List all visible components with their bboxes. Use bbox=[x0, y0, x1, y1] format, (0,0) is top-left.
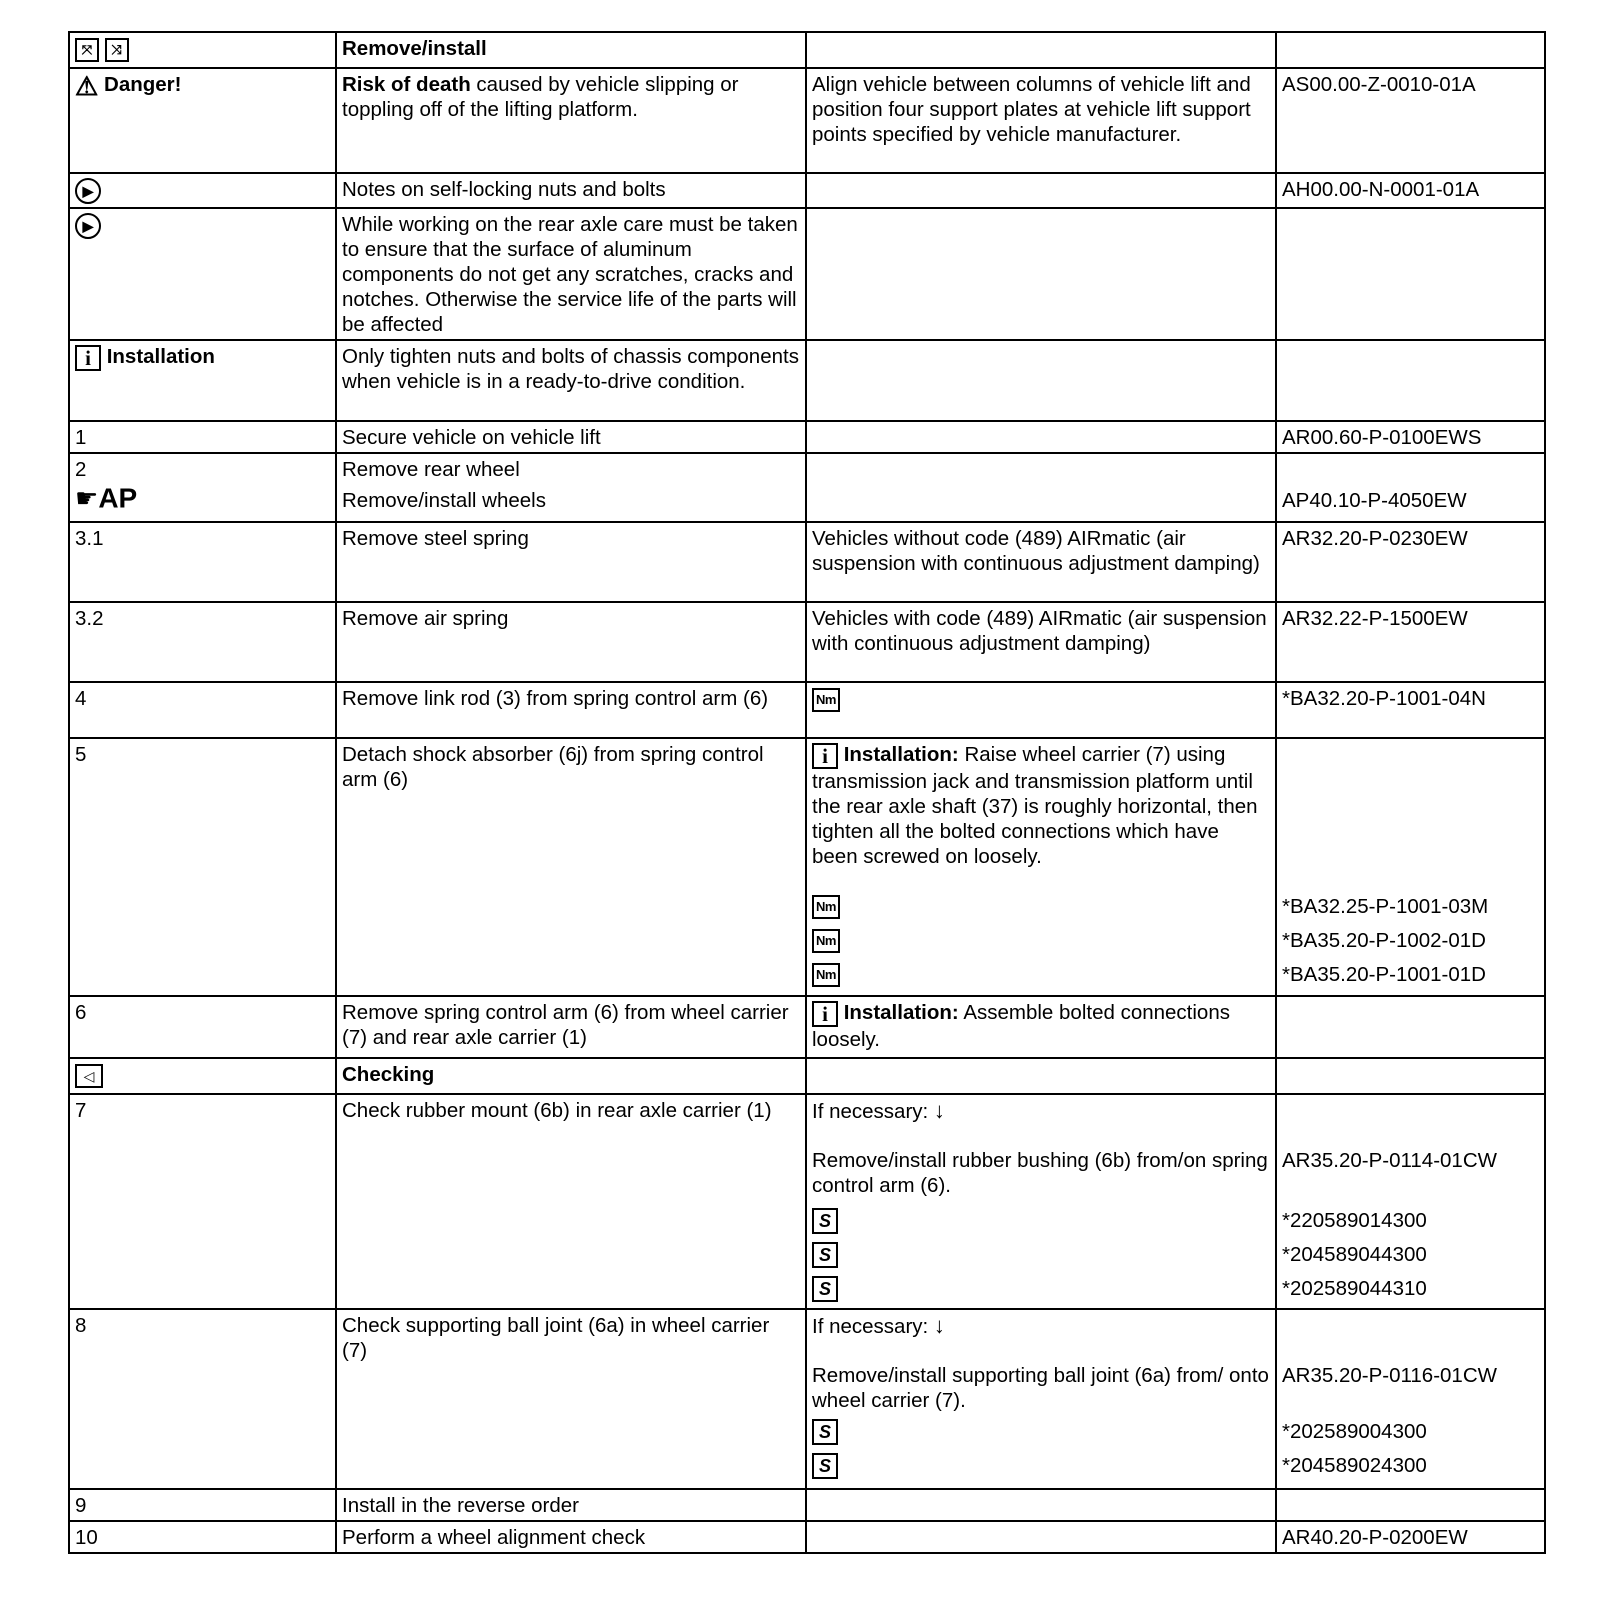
step-text: Perform a wheel alignment check bbox=[336, 1521, 806, 1553]
step-number: 2 bbox=[75, 458, 87, 481]
table-row-danger bbox=[69, 68, 1545, 173]
table-row-note bbox=[69, 173, 1545, 208]
step-number: 10 bbox=[69, 1521, 336, 1553]
step-ref[interactable]: AR00.60-P-0100EWS bbox=[1276, 421, 1545, 453]
step-ref[interactable]: AR32.20-P-0230EW bbox=[1276, 522, 1545, 602]
special-tool-icon: S bbox=[812, 1453, 838, 1479]
step-text: Secure vehicle on vehicle lift bbox=[336, 421, 806, 453]
step-text: Check supporting ball joint (6a) in wheel carrier (7) bbox=[336, 1309, 806, 1489]
table-row bbox=[69, 682, 1545, 738]
tool-ref[interactable]: *202589004300 bbox=[1282, 1420, 1427, 1443]
danger-ref: AS00.00-Z-0010-01A bbox=[1276, 68, 1545, 173]
step-number: 7 bbox=[69, 1094, 336, 1309]
arrow-down-icon: ↓ bbox=[933, 1313, 945, 1338]
table-row bbox=[69, 1094, 1545, 1309]
special-tool-icon: S bbox=[812, 1276, 838, 1302]
table-row-installation bbox=[69, 340, 1545, 421]
table-row-header bbox=[69, 32, 1545, 68]
ap-label: AP bbox=[98, 482, 138, 514]
info-icon: i bbox=[812, 1001, 838, 1027]
tool-ref[interactable]: *202589044310 bbox=[1282, 1277, 1427, 1300]
note-ref: AH00.00-N-0001-01A bbox=[1276, 173, 1545, 208]
tool-ref[interactable]: *204589024300 bbox=[1282, 1454, 1427, 1477]
torque-ref[interactable]: *BA35.20-P-1001-01D bbox=[1282, 963, 1486, 986]
step-text: Remove spring control arm (6) from wheel carrier (7) and rear axle carrier (1) bbox=[336, 996, 806, 1058]
arrow-down-icon: ↓ bbox=[933, 1098, 945, 1123]
step-subtext: Remove/install wheels bbox=[342, 489, 546, 512]
step-number: 5 bbox=[69, 738, 336, 996]
collapse-icon: ⤨ bbox=[105, 38, 129, 62]
step-ref[interactable]: AP40.10-P-4050EW bbox=[1282, 489, 1467, 512]
note-text: While working on the rear axle care must be taken to ensure that the surface of aluminum components do not get any scratches, cracks and notches. Otherwise the service life of the parts will be affected bbox=[336, 208, 806, 340]
installation-text: Raise wheel carrier (7) using transmission jack and transmission platform until the rear axle shaft (37) is roughly horizontal, then tighten all the bolted connections which have been screwed on loosely. bbox=[812, 743, 1258, 868]
step-subtext: Remove/install rubber bushing (6b) from/on spring control arm (6). bbox=[812, 1149, 1268, 1197]
installation-text: Only tighten nuts and bolts of chassis components when vehicle is in a ready-to-drive condition. bbox=[336, 340, 806, 421]
step-note: Vehicles without code (489) AIRmatic (air suspension with continuous adjustment damping) bbox=[806, 522, 1276, 602]
table-row-note bbox=[69, 208, 1545, 340]
if-necessary-label: If necessary: bbox=[812, 1100, 929, 1123]
pointing-hand-icon: ☛ bbox=[75, 483, 99, 513]
torque-nm-icon: Nm bbox=[812, 895, 840, 919]
step-number: 1 bbox=[69, 421, 336, 453]
step-number: 8 bbox=[69, 1309, 336, 1489]
procedure-table bbox=[68, 31, 1546, 1554]
step-subtext: Remove/install supporting ball joint (6a) from/ onto wheel carrier (7). bbox=[812, 1364, 1269, 1412]
step-number: 9 bbox=[69, 1489, 336, 1521]
table-row bbox=[69, 1521, 1545, 1553]
installation-label: Installation bbox=[106, 345, 215, 368]
step-text: Check rubber mount (6b) in rear axle carrier (1) bbox=[336, 1094, 806, 1309]
step-ref[interactable]: AR35.20-P-0114-01CW bbox=[1282, 1149, 1497, 1172]
info-icon: i bbox=[75, 345, 101, 371]
checking-icon: ◁ bbox=[75, 1064, 103, 1088]
step-ref[interactable]: AR32.22-P-1500EW bbox=[1276, 602, 1545, 682]
step-text: Remove air spring bbox=[336, 602, 806, 682]
torque-nm-icon: Nm bbox=[812, 929, 840, 953]
warning-icon: ⚠ bbox=[75, 70, 99, 101]
table-row-checking bbox=[69, 1058, 1545, 1094]
note-icon: ▶ bbox=[75, 213, 101, 239]
special-tool-icon: S bbox=[812, 1242, 838, 1268]
if-necessary-label: If necessary: bbox=[812, 1315, 929, 1338]
table-row bbox=[69, 1309, 1545, 1489]
danger-text-bold: Risk of death bbox=[342, 73, 471, 96]
step-number: 3.2 bbox=[69, 602, 336, 682]
step-text: Remove steel spring bbox=[336, 522, 806, 602]
step-text: Remove link rod (3) from spring control arm (6) bbox=[336, 682, 806, 738]
info-icon: i bbox=[812, 743, 838, 769]
table-row bbox=[69, 522, 1545, 602]
special-tool-icon: S bbox=[812, 1419, 838, 1445]
step-number: 3.1 bbox=[69, 522, 336, 602]
torque-nm-icon: Nm bbox=[812, 688, 840, 712]
section-title: Remove/install bbox=[336, 32, 806, 68]
torque-nm-icon: Nm bbox=[812, 963, 840, 987]
step-ref[interactable]: AR35.20-P-0116-01CW bbox=[1282, 1364, 1497, 1387]
tool-ref[interactable]: *204589044300 bbox=[1282, 1243, 1427, 1266]
installation-label: Installation: bbox=[843, 1001, 959, 1024]
note-text: Notes on self-locking nuts and bolts bbox=[336, 173, 806, 208]
danger-note: Align vehicle between columns of vehicle lift and position four support plates at vehicle lift support points specified by vehicle manufacturer. bbox=[806, 68, 1276, 173]
step-note: Vehicles with code (489) AIRmatic (air suspension with continuous adjustment damping) bbox=[806, 602, 1276, 682]
step-number: 6 bbox=[69, 996, 336, 1058]
danger-label: Danger! bbox=[104, 73, 182, 96]
step-text: Remove rear wheel bbox=[342, 458, 520, 481]
step-text: Install in the reverse order bbox=[336, 1489, 806, 1521]
checking-label: Checking bbox=[336, 1058, 806, 1094]
note-icon: ▶ bbox=[75, 178, 101, 204]
danger-text: caused by vehicle slipping or toppling off of the lifting platform. bbox=[342, 73, 739, 121]
step-number: 4 bbox=[69, 682, 336, 738]
table-row bbox=[69, 1489, 1545, 1521]
table-row bbox=[69, 996, 1545, 1058]
table-row bbox=[69, 738, 1545, 996]
table-row bbox=[69, 421, 1545, 453]
torque-ref[interactable]: *BA35.20-P-1002-01D bbox=[1282, 929, 1486, 952]
torque-ref[interactable]: *BA32.25-P-1001-03M bbox=[1282, 895, 1489, 918]
step-text: Detach shock absorber (6j) from spring control arm (6) bbox=[336, 738, 806, 996]
table-row bbox=[69, 602, 1545, 682]
tool-ref[interactable]: *220589014300 bbox=[1282, 1209, 1427, 1232]
installation-label: Installation: bbox=[843, 743, 959, 766]
step-ref[interactable]: AR40.20-P-0200EW bbox=[1276, 1521, 1545, 1553]
special-tool-icon: S bbox=[812, 1208, 838, 1234]
table-row bbox=[69, 453, 1545, 522]
installation-text: Assemble bolted connections loosely. bbox=[812, 1001, 1230, 1051]
step-ref[interactable]: *BA32.20-P-1001-04N bbox=[1276, 682, 1545, 738]
expand-icon: ⤧ bbox=[75, 38, 99, 62]
